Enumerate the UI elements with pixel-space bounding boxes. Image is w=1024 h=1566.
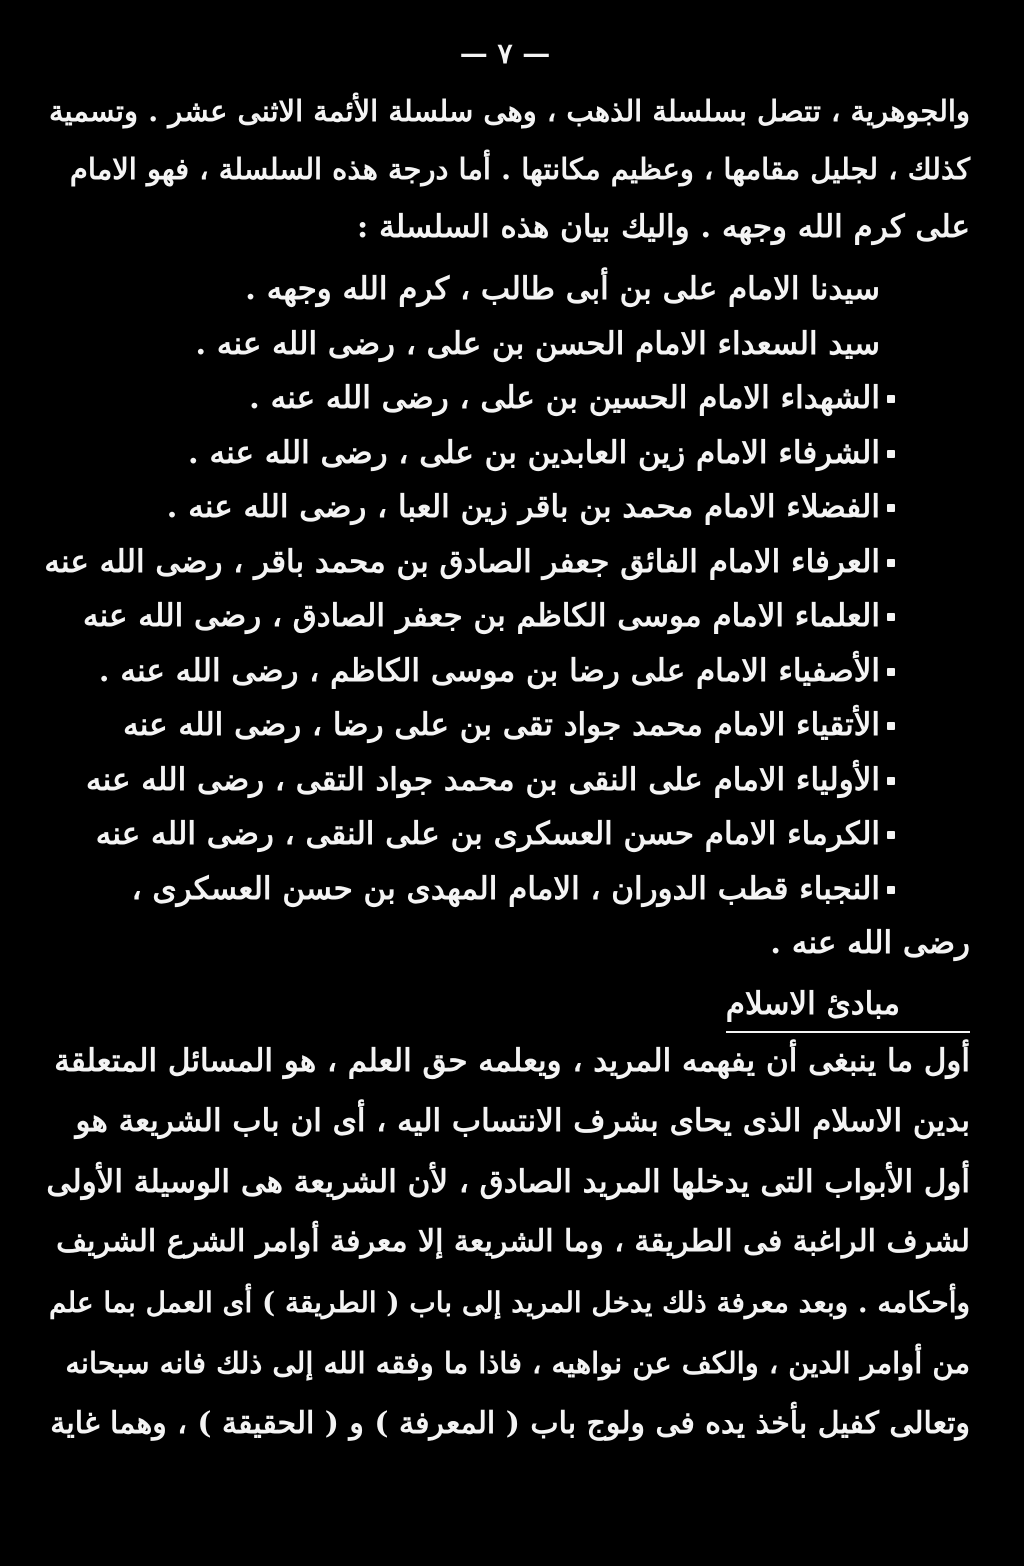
bullet-icon bbox=[887, 668, 895, 676]
bullet-icon bbox=[887, 722, 895, 730]
body-line: بدين الاسلام الذى يحاى بشرف الانتساب اليه ، أى ان باب الشريعة هو bbox=[75, 1103, 970, 1139]
body-line: أول ما ينبغى أن يفهمه المريد ، ويعلمه حق العلم ، هو المسائل المتعلقة bbox=[54, 1042, 970, 1079]
chain-item-text: الكرماء الامام حسن العسكرى بن على النقى ، رضى الله عنه bbox=[95, 816, 880, 852]
chain-item-text: العرفاء الامام الفائق جعفر الصادق بن محمد باقر ، رضى الله عنه bbox=[44, 543, 880, 580]
page-number: — ٧ — bbox=[459, 37, 551, 70]
body-line: وتعالى كفيل بأخذ يده فى ولوج باب ( المعرفة ) و ( الحقيقة ) ، وهما غاية bbox=[50, 1405, 970, 1441]
intro-line: كذلك ، لجليل مقامها ، وعظيم مكانتها . أما درجة هذه السلسلة ، فهو الامام bbox=[69, 152, 970, 186]
imams-chain-list bbox=[40, 262, 970, 971]
body-line: أول الأبواب التى يدخلها المريد الصادق ، لأن الشريعة هى الوسيلة الأولى bbox=[46, 1163, 970, 1200]
body-line: وأحكامه . وبعد معرفة ذلك يدخل المريد إلى باب ( الطريقة ) أى العمل بما علم bbox=[48, 1285, 970, 1319]
body-line: من أوامر الدين ، والكف عن نواهيه ، فاذا ما وفقه الله إلى ذلك فانه سبحانه bbox=[65, 1346, 970, 1380]
chain-item bbox=[40, 807, 970, 862]
section-heading: مبادئ الاسلام bbox=[726, 979, 970, 1033]
bullet-icon bbox=[887, 886, 895, 894]
chain-item bbox=[40, 480, 970, 535]
section-heading-wrap bbox=[40, 971, 970, 1031]
chain-item-text: رضى الله عنه . bbox=[770, 925, 970, 961]
chain-item-text: الأتقياء الامام محمد جواد تقى بن على رضا ، رضى الله عنه bbox=[123, 707, 880, 743]
body-line: لشرف الراغبة فى الطريقة ، وما الشريعة إلا معرفة أوامر الشرع الشريف bbox=[56, 1224, 970, 1259]
chain-item bbox=[40, 862, 970, 917]
bullet-icon bbox=[887, 777, 895, 785]
bullet-icon bbox=[887, 504, 895, 512]
chain-item-continuation bbox=[40, 916, 970, 971]
chain-item bbox=[40, 535, 970, 590]
chain-item bbox=[40, 317, 970, 372]
chain-item-text: الأصفياء الامام على رضا بن موسى الكاظم ، رضى الله عنه . bbox=[98, 652, 880, 689]
intro-line: والجوهرية ، تتصل بسلسلة الذهب ، وهى سلسلة الأئمة الاثنى عشر . وتسمية bbox=[48, 94, 970, 128]
chain-item bbox=[40, 371, 970, 426]
bullet-icon bbox=[887, 395, 895, 403]
chain-item-text: العلماء الامام موسى الكاظم بن جعفر الصادق ، رضى الله عنه bbox=[83, 598, 880, 634]
bullet-icon bbox=[887, 613, 895, 621]
chain-item bbox=[40, 426, 970, 481]
intro-paragraph bbox=[40, 82, 970, 256]
body-paragraph bbox=[40, 1031, 970, 1455]
intro-line: على كرم الله وجهه . واليك بيان هذه السلسلة : bbox=[356, 209, 970, 245]
bullet-icon bbox=[887, 559, 895, 567]
chain-item-text: الفضلاء الامام محمد بن باقر زين العبا ، رضى الله عنه . bbox=[166, 489, 880, 525]
chain-item bbox=[40, 589, 970, 644]
chain-item-text: سيد السعداء الامام الحسن بن على ، رضى الله عنه . bbox=[195, 325, 880, 362]
chain-item bbox=[40, 753, 970, 808]
chain-item bbox=[40, 644, 970, 699]
chain-item bbox=[40, 262, 970, 317]
chain-item-text: الشهداء الامام الحسين بن على ، رضى الله عنه . bbox=[249, 380, 880, 416]
bullet-icon bbox=[887, 831, 895, 839]
chain-item-text: سيدنا الامام على بن أبى طالب ، كرم الله وجهه . bbox=[245, 271, 880, 307]
chain-item-text: الأولياء الامام على النقى بن محمد جواد التقى ، رضى الله عنه bbox=[86, 761, 880, 798]
document-page bbox=[40, 37, 970, 1540]
chain-item bbox=[40, 698, 970, 753]
chain-item-text: الشرفاء الامام زين العابدين بن على ، رضى الله عنه . bbox=[187, 434, 880, 471]
chain-item-text: النجباء قطب الدوران ، الامام المهدى بن حسن العسكرى ، bbox=[131, 870, 880, 907]
bullet-icon bbox=[887, 450, 895, 458]
